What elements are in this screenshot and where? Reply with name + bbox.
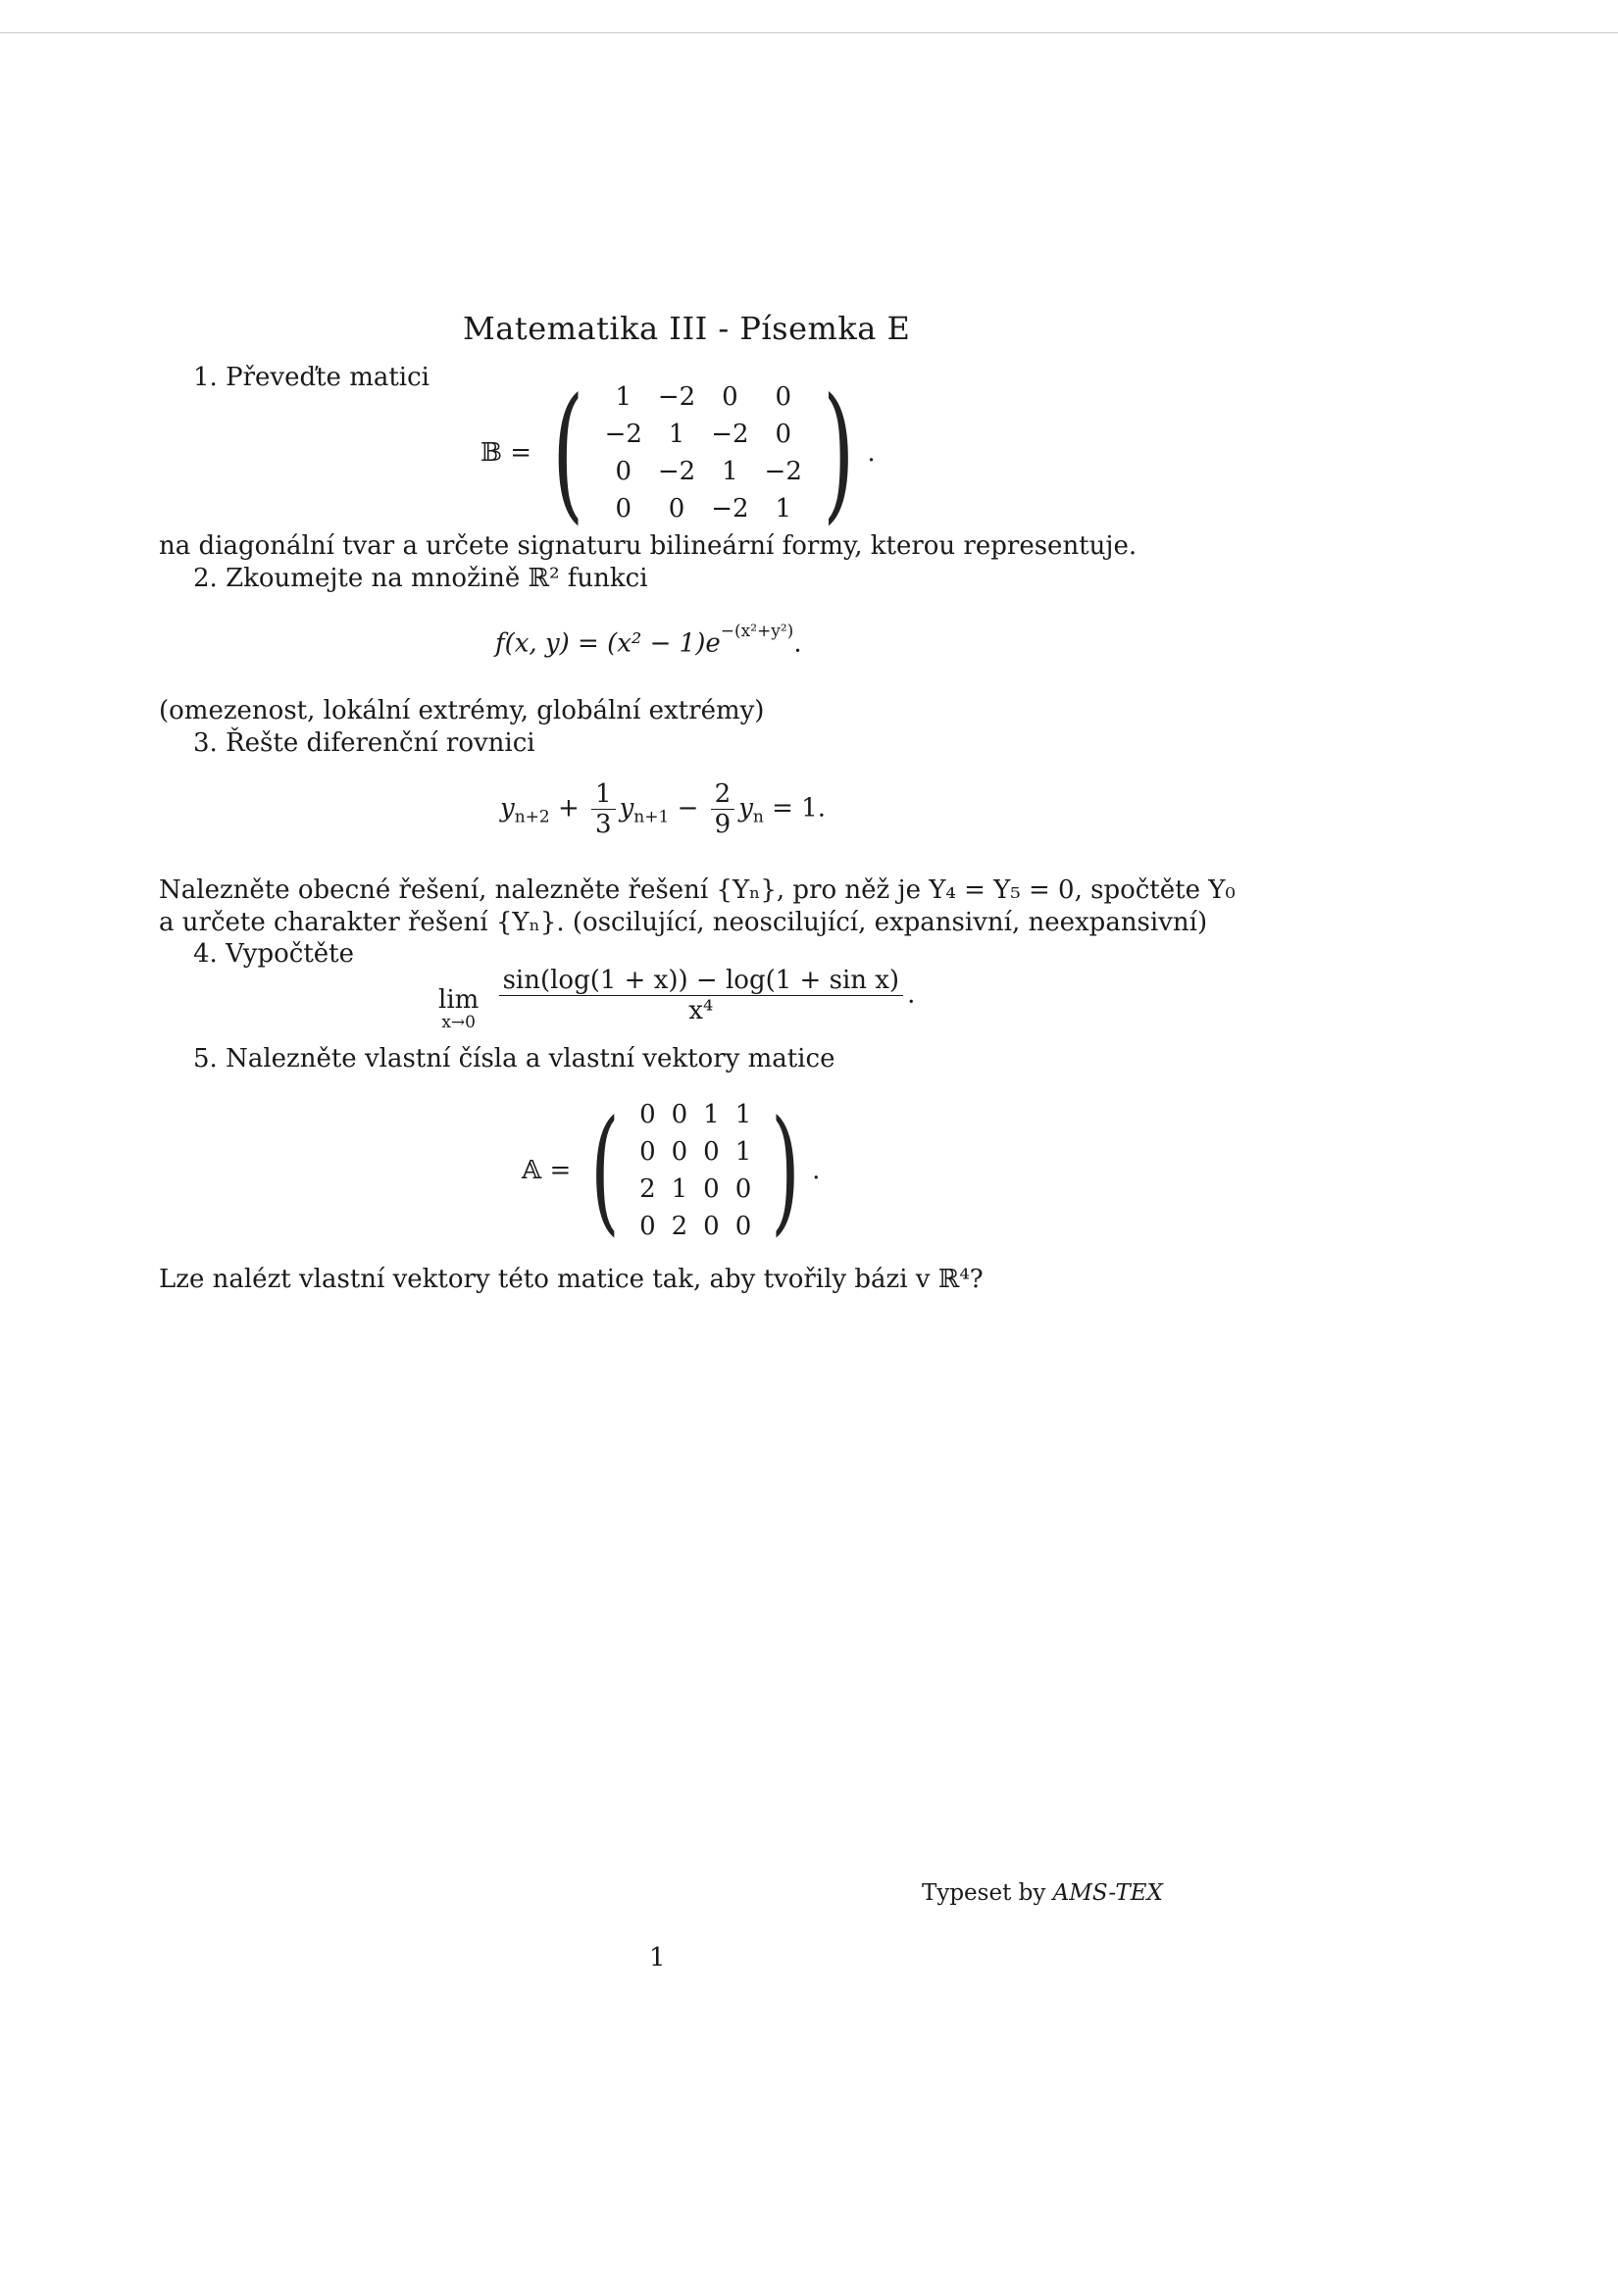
matrix-cell: −2 (604, 420, 642, 449)
matrix-cell: 1 (668, 420, 685, 449)
matrix-a-block: 𝔸 = ( 0 0 1 1 0 0 0 1 2 1 0 0 0 2 0 0 ) . (522, 1091, 821, 1249)
matrix-cell: 0 (639, 1100, 656, 1129)
matrix-cell: 2 (671, 1212, 688, 1241)
problem-2-heading (193, 564, 648, 593)
problem-3-heading (193, 728, 535, 758)
left-paren: ( (552, 368, 584, 538)
matrix-cell: 1 (722, 457, 738, 486)
title-word-2: III - (669, 310, 740, 347)
problem-5-after: Lze nalézt vlastní vektory této matice tak, aby tvořily bázi v ℝ⁴? (159, 1265, 984, 1294)
problem-number: 4. (193, 939, 218, 969)
right-paren: ) (771, 1091, 800, 1249)
fraction-2-9: $\frac{2}{9}$ (711, 779, 735, 839)
difference-equation: $y_{n+2}$ + $\frac{1}{3}$ $y_{n+1}$ − $\frac{2}{9}$ $y_n = 1$. (500, 779, 826, 839)
matrix-cell: 2 (639, 1174, 656, 1204)
matrix-cell: 0 (703, 1137, 720, 1167)
matrix-cell: 0 (775, 420, 791, 449)
problem-number: 2. (193, 564, 218, 593)
matrix-cell: 1 (775, 494, 791, 524)
problem-text: Vypočtěte (226, 939, 355, 969)
matrix-cell: 0 (734, 1174, 752, 1204)
title-word-1: Matematika (463, 310, 659, 347)
page-number: 1 (649, 1943, 666, 1972)
limit-expression: lim x→0 $\frac{\text{sin(log(1 + x)) − log(1 + sin x)}}{\text{x⁴}}$ . (438, 966, 916, 1032)
problem-2-after: (omezenost, lokální extrémy, globální extrémy) (159, 696, 765, 725)
problem-number: 5. (193, 1044, 218, 1073)
problem-1-heading (193, 363, 430, 392)
right-paren: ) (823, 368, 855, 538)
matrix-cell: 1 (734, 1100, 752, 1129)
problem-number: 3. (193, 728, 218, 758)
matrix-cell: 0 (639, 1212, 656, 1241)
problem-3-after-1: Nalezněte obecné řešení, nalezněte řešení {Yₙ}, pro něž je Y₄ = Y₅ = 0, spočtěte Y₀ (159, 875, 1236, 905)
matrix-name: 𝔹 = (480, 438, 532, 468)
matrix-cell: 0 (734, 1212, 752, 1241)
matrix-cell: 0 (615, 457, 632, 486)
formula-exponent: −(x²+y²) (720, 622, 794, 641)
top-border-line (0, 32, 1618, 33)
problem-text: Převeďte matici (226, 363, 430, 392)
title-word-4: E (886, 310, 911, 347)
matrix-cell: 0 (671, 1100, 688, 1129)
problem-1-after: na diagonální tvar a určete signaturu bilineární formy, kterou representuje. (159, 531, 1138, 561)
problem-3-after-2: a určete charakter řešení {Yₙ}. (oscilující, neoscilující, expansivní, neexpansivní) (159, 908, 1208, 937)
matrix-cell: 1 (615, 382, 632, 412)
problem-text: Zkoumejte na množině ℝ² funkci (226, 564, 648, 593)
problem-number: 1. (193, 363, 218, 392)
typeset-note (922, 1880, 1163, 1906)
problem-4-heading (193, 939, 354, 969)
matrix-cell: −2 (764, 457, 802, 486)
matrix-cell: 0 (639, 1137, 656, 1167)
problem-text: Řešte diferenční rovnici (226, 728, 535, 758)
matrix-cell: 0 (703, 1174, 720, 1204)
matrix-name: 𝔸 = (522, 1156, 572, 1185)
matrix-cell: 1 (703, 1100, 720, 1129)
matrix-cell: 0 (671, 1137, 688, 1167)
matrix-cell: −2 (711, 420, 749, 449)
page-title (463, 310, 910, 347)
matrix-cell: 0 (703, 1212, 720, 1241)
ams-tex-logo: AMS-TEX (1052, 1880, 1163, 1906)
formula: f(x, y) = (x² − 1)e (495, 628, 721, 659)
typeset-label: Typeset by (922, 1880, 1046, 1906)
matrix-cell: 0 (722, 382, 738, 412)
limit-operator: lim x→0 (438, 984, 480, 1032)
matrix-cell: −2 (711, 494, 749, 524)
matrix-cell: −2 (657, 382, 696, 412)
matrix-cell: 0 (668, 494, 685, 524)
title-word-3: Písemka (739, 310, 877, 347)
matrix-cell: 0 (615, 494, 632, 524)
matrix-cell: 1 (734, 1137, 752, 1167)
problem-2-formula: f(x, $y) = (x^2 - 1)e^{-(x^2+y^2)}$. (495, 622, 802, 659)
matrix-b-block: 𝔹 = ( 1 −2 0 0 −2 1 −2 0 0 −2 1 −2 0 0 −2 1 ) . (480, 368, 876, 538)
limit-fraction: $\frac{\text{sin(log(1 + x)) − log(1 + sin x)}}{\text{x⁴}}$ (499, 966, 904, 1025)
matrix-b (597, 378, 810, 527)
matrix-a (632, 1096, 759, 1245)
matrix-cell: 0 (775, 382, 791, 412)
problem-text: Nalezněte vlastní čísla a vlastní vektory matice (226, 1044, 835, 1073)
fraction-1-3: $\frac{1}{3}$ (591, 779, 616, 839)
problem-5-heading (193, 1044, 834, 1073)
left-paren: ( (590, 1091, 620, 1249)
matrix-cell: 1 (671, 1174, 688, 1204)
matrix-cell: −2 (657, 457, 696, 486)
